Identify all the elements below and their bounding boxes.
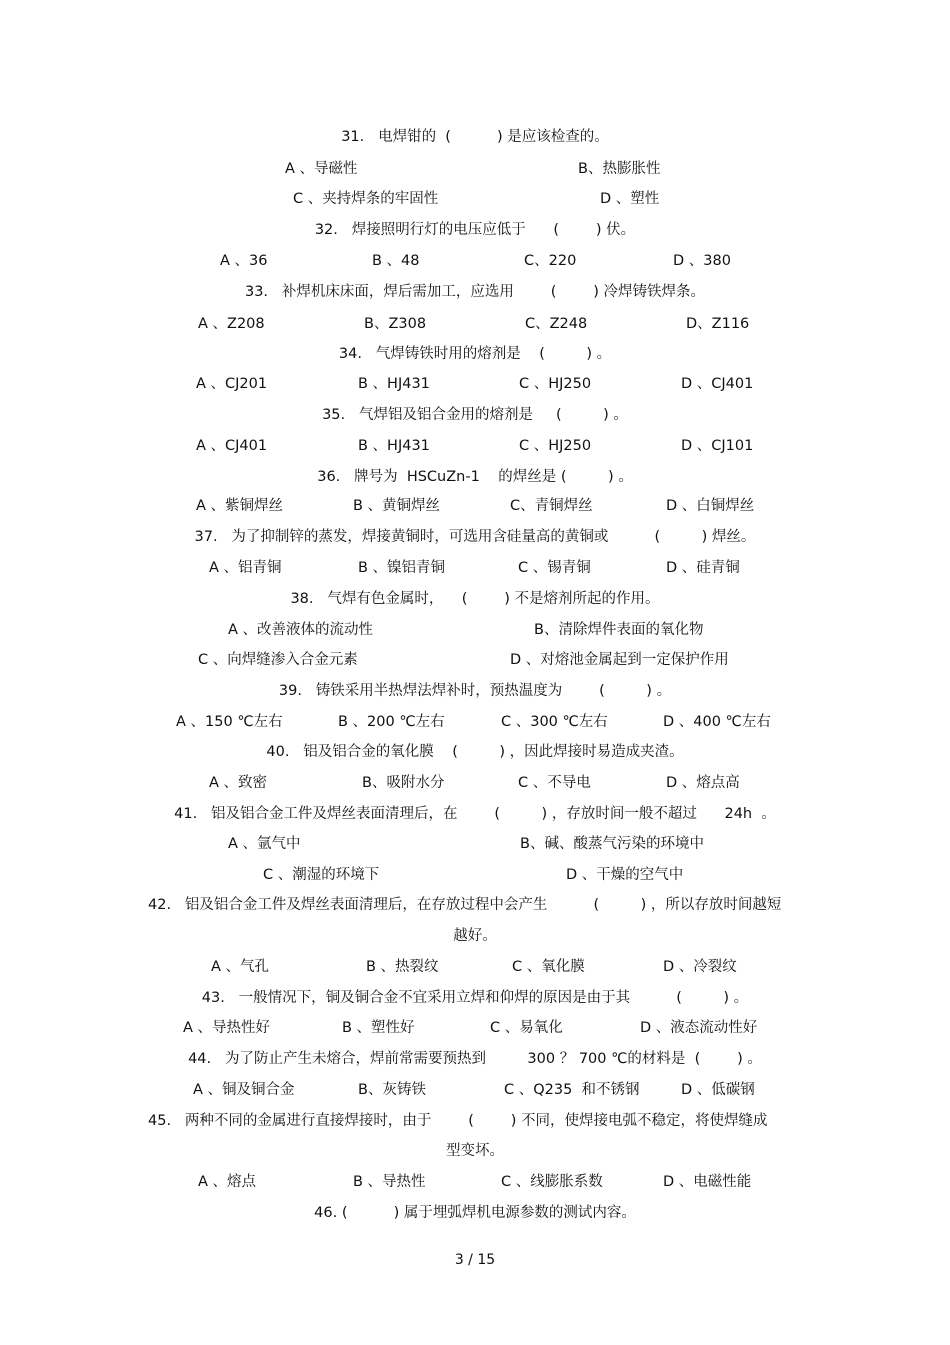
question-36-stem: 36. 牌号为 HSCuZn-1 的焊丝是 ( ) 。	[317, 469, 633, 485]
question-37-option-b: B 、镍铝青铜	[358, 560, 446, 576]
question-43-option-c: C 、易氧化	[490, 1020, 563, 1036]
question-44-option-d: D 、低碳钢	[681, 1082, 755, 1098]
question-40-stem: 40. 铝及铝合金的氧化膜 ( ) ，因此焊接时易造成夹渣。	[266, 744, 684, 760]
question-39-option-d: D 、400 ℃左右	[663, 714, 771, 730]
question-35-option-b: B 、HJ431	[358, 438, 430, 454]
question-32-option-a: A 、36	[220, 253, 268, 269]
question-40-option-c: C 、不导电	[518, 775, 591, 791]
question-38-option-a: A 、改善液体的流动性	[228, 622, 374, 638]
question-39-option-c: C 、300 ℃左右	[501, 714, 608, 730]
question-31-option-a: A 、导磁性	[285, 161, 358, 177]
question-41-option-a: A 、氩气中	[228, 836, 301, 852]
question-33-option-b: B、Z308	[364, 316, 427, 332]
page-number: 3 / 15	[454, 1252, 496, 1268]
question-45-option-d: D 、电磁性能	[663, 1174, 752, 1190]
question-32-option-c: C、220	[524, 253, 577, 269]
question-45-option-b: B 、导热性	[353, 1174, 426, 1190]
question-32-option-b: B 、48	[372, 253, 420, 269]
question-37-option-d: D 、硅青铜	[666, 560, 740, 576]
question-38-option-d: D 、对熔池金属起到一定保护作用	[510, 652, 729, 668]
question-38-option-b: B、清除焊件表面的氧化物	[534, 622, 704, 638]
question-44-stem: 44. 为了防止产生未熔合，焊前常需要预热到 300 ？ 700 ℃的材料是 ( ) 。	[188, 1051, 762, 1067]
question-39-stem: 39. 铸铁采用半热焊法焊补时，预热温度为 ( ) 。	[278, 683, 672, 699]
question-35-option-a: A 、CJ401	[196, 438, 268, 454]
question-31-option-d: D 、塑性	[600, 191, 660, 207]
question-42-option-d: D 、冷裂纹	[663, 959, 737, 975]
question-44-option-c: C 、Q235 和不锈钢	[504, 1082, 640, 1098]
question-36-option-d: D 、白铜焊丝	[666, 498, 755, 514]
question-31-stem: 31. 电焊钳的 ( ) 是应该检查的。	[341, 129, 609, 145]
question-45-option-a: A 、熔点	[198, 1174, 257, 1190]
question-33-option-c: C、Z248	[525, 316, 588, 332]
question-44-option-a: A 、铜及铜合金	[193, 1082, 295, 1098]
question-36-option-a: A 、紫铜焊丝	[196, 498, 284, 514]
question-34-option-c: C 、HJ250	[519, 376, 592, 392]
question-38-stem: 38. 气焊有色金属时， ( ) 不是熔剂所起的作用。	[290, 591, 660, 607]
question-39-option-b: B 、200 ℃左右	[338, 714, 445, 730]
question-31-option-b: B、热膨胀性	[578, 161, 661, 177]
question-39-option-a: A 、150 ℃左右	[176, 714, 283, 730]
question-44-option-b: B、灰铸铁	[358, 1082, 426, 1098]
question-41-option-d: D 、干燥的空气中	[566, 867, 684, 883]
question-43-stem: 43. 一般情况下，铜及铜合金不宜采用立焊和仰焊的原因是由于其 ( ) 。	[201, 990, 749, 1006]
question-34-stem: 34. 气焊铸铁时用的熔剂是 ( ) 。	[338, 346, 612, 362]
question-35-stem: 35. 气焊铝及铝合金用的熔剂是 ( ) 。	[322, 407, 628, 423]
question-33-stem: 33. 补焊机床床面，焊后需加工，应选用 ( ) 冷焊铸铁焊条。	[244, 284, 706, 300]
question-46-stem: 46. ( ) 属于埋弧焊机电源参数的测试内容。	[314, 1205, 636, 1221]
question-42-option-c: C 、氧化膜	[512, 959, 585, 975]
question-45-stem-continued: 型变坏。	[446, 1143, 504, 1159]
question-42-option-b: B 、热裂纹	[366, 959, 439, 975]
question-45-stem: 45. 两种不同的金属进行直接焊接时，由于 ( ) 不同，使焊接电弧不稳定，将使焊缝成	[148, 1113, 768, 1129]
question-33-option-a: A 、Z208	[198, 316, 265, 332]
question-43-option-b: B 、塑性好	[342, 1020, 415, 1036]
question-40-option-d: D 、熔点高	[666, 775, 740, 791]
question-41-option-b: B、碱、酸蒸气污染的环境中	[520, 836, 704, 852]
question-37-stem: 37. 为了抑制锌的蒸发，焊接黄铜时，可选用含硅量高的黄铜或 ( ) 焊丝。	[194, 529, 756, 545]
question-45-option-c: C 、线膨胀系数	[501, 1174, 603, 1190]
question-32-option-d: D 、380	[673, 253, 731, 269]
question-35-option-c: C 、HJ250	[519, 438, 592, 454]
question-36-option-c: C、青铜焊丝	[510, 498, 593, 514]
question-31-option-c: C 、夹持焊条的牢固性	[293, 191, 439, 207]
question-34-option-a: A 、CJ201	[196, 376, 268, 392]
question-34-option-d: D 、CJ401	[681, 376, 754, 392]
question-37-option-c: C 、锡青铜	[518, 560, 591, 576]
question-41-stem: 41. 铝及铝合金工件及焊丝表面清理后，在 ( ) ，存放时间一般不超过 24h 。	[174, 806, 776, 822]
question-36-option-b: B 、黄铜焊丝	[353, 498, 441, 514]
question-41-option-c: C 、潮湿的环境下	[263, 867, 380, 883]
question-38-option-c: C 、向焊缝渗入合金元素	[198, 652, 358, 668]
question-42-option-a: A 、气孔	[211, 959, 270, 975]
question-32-stem: 32. 焊接照明行灯的电压应低于 ( ) 伏。	[314, 222, 636, 238]
question-42-stem-continued: 越好。	[453, 928, 497, 944]
question-35-option-d: D 、CJ101	[681, 438, 754, 454]
question-42-stem: 42. 铝及铝合金工件及焊丝表面清理后，在存放过程中会产生 ( ) ，所以存放时间越短	[148, 897, 782, 913]
question-40-option-b: B、吸附水分	[362, 775, 445, 791]
question-34-option-b: B 、HJ431	[358, 376, 430, 392]
question-43-option-a: A 、导热性好	[183, 1020, 271, 1036]
question-33-option-d: D、Z116	[686, 316, 750, 332]
question-43-option-d: D 、液态流动性好	[640, 1020, 758, 1036]
question-40-option-a: A 、致密	[209, 775, 268, 791]
question-37-option-a: A 、铝青铜	[209, 560, 282, 576]
